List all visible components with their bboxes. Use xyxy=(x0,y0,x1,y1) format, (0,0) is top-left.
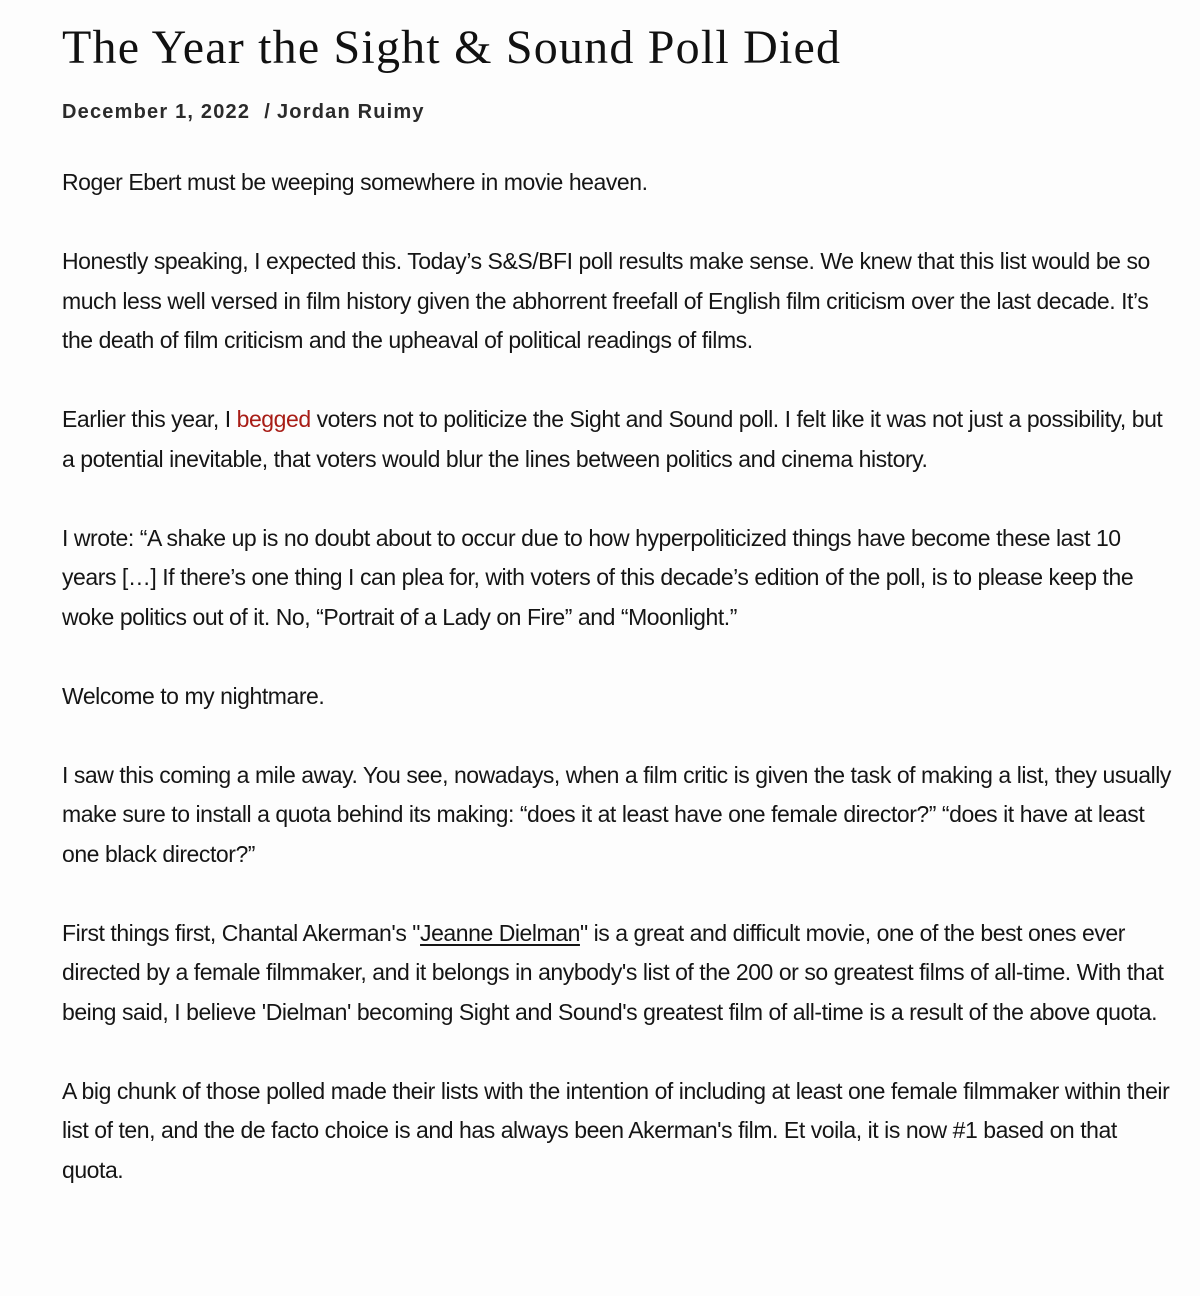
article xyxy=(62,0,1172,1230)
begged-link[interactable]: begged xyxy=(236,406,311,432)
article-body xyxy=(62,163,1172,1190)
paragraph-2: Honestly speaking, I expected this. Today’s S&S/BFI poll results make sense. We knew that this list would be so much less well versed in film history given the abhorrent freefall of English film criticism over the last decade. It’s the death of film criticism and the upheaval of political readings of films. xyxy=(62,248,1150,353)
post-author[interactable]: Jordan Ruimy xyxy=(276,101,425,123)
paragraph-7 xyxy=(62,914,1172,1033)
paragraph-1: Roger Ebert must be weeping somewhere in movie heaven. xyxy=(62,169,648,195)
paragraph-3-text-end: voters not to politicize the Sight and Sound poll. I felt like it was not just a possibility, but a potential inevitable, that voters would blur the lines between politics and cinema history. xyxy=(62,406,1163,472)
article-meta xyxy=(62,100,1172,124)
paragraph-3-text-start: Earlier this year, I xyxy=(62,406,237,432)
paragraph-3 xyxy=(62,400,1172,479)
paragraph-7-text-start: First things first, Chantal Akerman's " xyxy=(62,919,421,946)
meta-separator: / xyxy=(264,101,271,123)
article-title: The Year the Sight & Sound Poll Died xyxy=(62,21,842,74)
paragraph-4: I wrote: “A shake up is no doubt about to occur due to how hyperpoliticized things have become these last 10 years […] If there’s one thing I can plea for, with voters of this decade’s edition of the poll, is to please keep the woke politics out of it. No, “Portrait of a Lady on Fire” and “Moonlight.” xyxy=(62,524,1134,630)
paragraph-6: I saw this coming a mile away. You see, nowadays, when a film critic is given the task of making a list, they usually make sure to install a quota behind its making: “does it at least have one female director?” “does it have at least one black director?” xyxy=(62,761,1171,867)
paragraph-8: A big chunk of those polled made their lists with the intention of including at least one female filmmaker within their list of ten, and the de facto choice is and has always been Akerman's film. Et voila, it is now #1 based on that quota. xyxy=(62,1077,1170,1183)
paragraph-7-text-end: " is a great and difficult movie, one of the best ones ever directed by a female filmmaker, and it belongs in anybody's list of the 200 or so greatest films of all-time. With that being said, I believe 'Dielman' becoming Sight and Sound's greatest film of all-time is a result of the above quota. xyxy=(62,919,1164,1025)
paragraph-5: Welcome to my nightmare. xyxy=(62,682,325,709)
jeanne-dielman-link[interactable]: Jeanne Dielman xyxy=(420,919,580,946)
post-date: December 1, 2022 xyxy=(62,101,251,123)
